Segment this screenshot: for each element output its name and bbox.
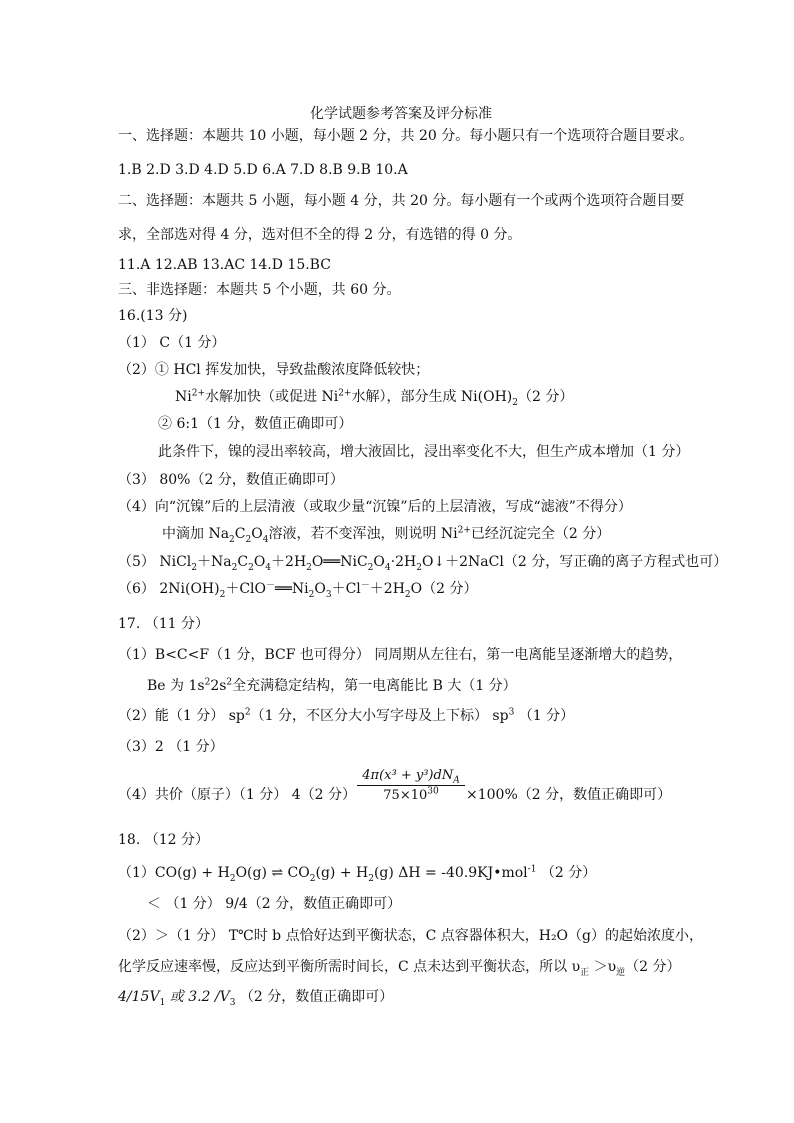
page-title: 化学试题参考答案及评分标准 <box>310 106 492 122</box>
q18-line3: （2）＞（1 分） T℃时 b 点恰好达到平衡状态，C 点容器体积大，H₂O（g）的起始浓度小， <box>118 928 703 944</box>
q16-heading: 16.(13 分) <box>118 308 188 324</box>
q18-line2: ＜ （1 分） 9/4（2 分，数值正确即可） <box>147 896 402 912</box>
q17-line3: （2）能（1 分） $sp^2(1$ 分，不区分大小写字母及上下标） $sp^3$ （1 分） <box>118 707 575 724</box>
q17-line4: （3）2 （1 分） <box>118 739 224 755</box>
section2-heading-line2: 求，全部选对得 4 分，选对但不全的得 2 分，有选错的得 0 分。 <box>118 227 522 243</box>
q16-line2: （2）① HCl 挥发加快，导致盐酸浓度降低较快； <box>118 362 430 378</box>
q16-line4: ② 6:1（1 分，数值正确即可） <box>158 416 353 432</box>
q18-heading: 18. （12 分） <box>118 832 209 848</box>
section1-heading: 一、选择题：本题共 10 小题，每小题 2 分，共 20 分。每小题只有一个选项符合题目要求。 <box>118 128 694 144</box>
section3-heading: 三、非选择题：本题共 5 个小题，共 60 分。 <box>118 282 401 298</box>
q17-heading: 17. （11 分） <box>118 616 209 632</box>
q16-line3: $Ni^{2+}$水解加快（或促进 $Ni^{2+}$水解），部分生成 $Ni(OH)_2(2$ 分） <box>175 388 574 408</box>
q16-line7: （4）向“沉镍”后的上层清液（或取少量“沉镍”后的上层清液，写成“滤液”不得分） <box>118 499 632 515</box>
q16-line8: 中滴加 $Na_2C_2O_4$溶液，若不变浑浊，则说明 $Ni^{2+}$已经沉淀完全（2 分） <box>162 525 611 545</box>
q16-line5: 此条件下，镍的浸出率较高，增大液固比，浸出率变化不大，但生产成本增加（1 分） <box>158 444 690 460</box>
q17-line5-left: （4）共价（原子）（1 分） 4（2 分） <box>118 787 356 803</box>
q17-line5-right: ×100%（2 分，数值正确即可） <box>466 787 672 803</box>
q16-line6: （3） 80%（2 分，数值正确即可） <box>118 472 344 488</box>
q16-line10: （6） $2Ni(OH)_2+ClO^-══Ni_2O_3+Cl^-+2H_2O(2$ 分） <box>118 580 478 600</box>
q18-line4: 化学反应速率慢，反应达到平衡所需时间长，C 点未达到平衡状态，所以 $\upsilon_正 >\upsilon_逆(2$ 分） <box>118 959 681 978</box>
section1-answers: 1.B 2.D 3.D 4.D 5.D 6.A 7.D 8.B 9.B 10.A <box>118 162 408 178</box>
q18-line5: $4/15V_1$ 或 3.2 $/V_3$ （2 分，数值正确即可） <box>118 989 394 1008</box>
q17-line2: Be 为 $1s^22s^2$全充满稳定结构，第一电离能比 B 大（1 分） <box>147 677 517 694</box>
q18-line1: $(1)CO(g) + H_2O(g)$ ⇌ $CO_2(g) + H_2(g) \Delta H$ = -40.9KJ•mol$^{-1}$ （2 分） <box>118 864 597 884</box>
section2-heading-line1: 二、选择题：本题共 5 小题，每小题 4 分，共 20 分。每小题有一个或两个选项符合题目要 <box>118 193 685 209</box>
q16-line9: （5） $NiCl_2+Na_2C_2O_4+2H_2O══NiC_2O_4\cdot 2H_2O↓+2NaCl(2$ 分，写正确的离子方程式也可） <box>118 554 728 573</box>
q17-line1: （1）B<C<F（1 分，BCF 也可得分） 同周期从左往右，第一电离能呈逐渐增大的趋势， <box>118 647 683 663</box>
section2-answers: 11.A 12.AB 13.AC 14.D 15.BC <box>118 257 331 273</box>
q16-line1: （1） C（1 分） <box>118 335 226 351</box>
density-fraction: $4\pi(x^3 + y^3)dN_A$ $75\times 10^{30}$ <box>357 768 465 803</box>
